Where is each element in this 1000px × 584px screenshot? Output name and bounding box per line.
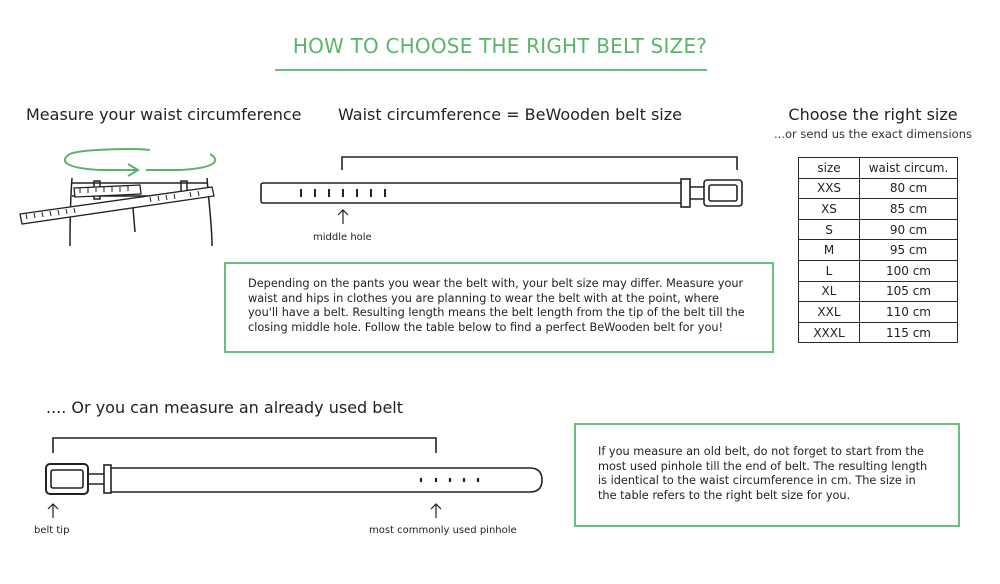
waist-arrows — [65, 149, 215, 176]
choose-size-subheading: ...or send us the exact dimensions — [774, 127, 972, 141]
waist-column-header: waist circum. — [860, 158, 958, 179]
waist-cell: 105 cm — [860, 281, 958, 302]
size-cell: XL — [799, 281, 860, 302]
middle-hole-label: middle hole — [313, 232, 372, 243]
size-column-header: size — [799, 158, 860, 179]
waist-cell: 110 cm — [860, 302, 958, 323]
measure-waist-heading: Measure your waist circumference — [26, 105, 302, 124]
size-cell: S — [799, 219, 860, 240]
pinhole-label: most commonly used pinhole — [369, 525, 517, 536]
old-belt-info-box: If you measure an old belt, do not forget to start from the most used pinhole till the end of belt. The resulting length is identical to the waist circumference in cm. The size in the table refers to the right belt size for you. — [574, 423, 960, 527]
table-row — [799, 260, 958, 281]
belt-tip-label: belt tip — [34, 525, 70, 536]
size-cell: XXXL — [799, 322, 860, 343]
table-row — [799, 281, 958, 302]
size-cell: L — [799, 260, 860, 281]
table-header-row — [799, 158, 958, 179]
table-row — [799, 302, 958, 323]
table-row — [799, 178, 958, 199]
page-title: HOW TO CHOOSE THE RIGHT BELT SIZE? — [292, 34, 708, 58]
old-belt — [46, 438, 542, 518]
waist-cell: 100 cm — [860, 260, 958, 281]
table-row — [799, 199, 958, 220]
choose-size-heading: Choose the right size — [788, 105, 958, 124]
old-belt-heading: .... Or you can measure an already used belt — [46, 398, 404, 417]
table-row — [799, 219, 958, 240]
waist-cell: 95 cm — [860, 240, 958, 261]
waist-cell: 80 cm — [860, 178, 958, 199]
waist-cell: 115 cm — [860, 322, 958, 343]
size-table — [798, 157, 958, 343]
size-cell: XS — [799, 199, 860, 220]
measuring-tape — [20, 185, 214, 224]
table-row — [799, 240, 958, 261]
waist-cell: 85 cm — [860, 199, 958, 220]
sizing-info-box: Depending on the pants you wear the belt with, your belt size may differ. Measure your waist and hips in clothes you are planning to wear the belt with at the point, where you'll have a belt. Resulting length means the belt length from the tip of the belt till the closing middle hole. Follow the table below to find a perfect BeWooden belt for you! — [224, 262, 774, 353]
size-cell: M — [799, 240, 860, 261]
size-cell: XXL — [799, 302, 860, 323]
size-cell: XXS — [799, 178, 860, 199]
formula-heading: Waist circumference = BeWooden belt size — [338, 105, 682, 124]
table-row — [799, 322, 958, 343]
top-belt — [261, 157, 742, 224]
waist-cell: 90 cm — [860, 219, 958, 240]
